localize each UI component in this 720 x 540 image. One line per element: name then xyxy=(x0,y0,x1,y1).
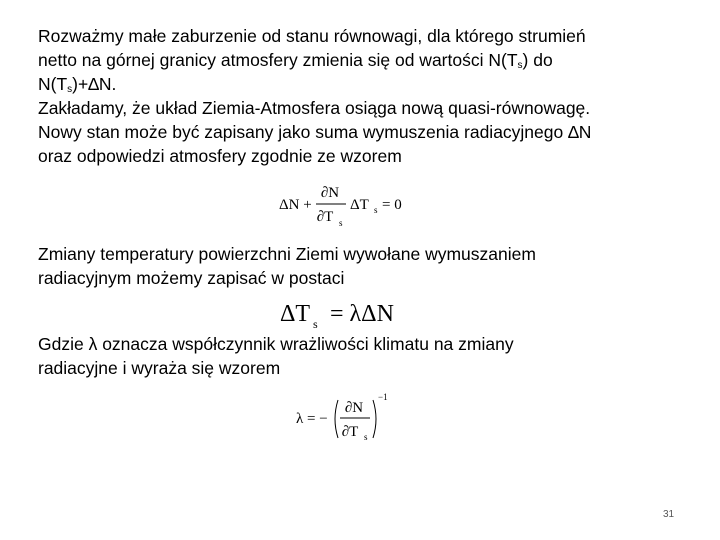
text-line: Gdzie λ oznacza współczynnik wrażliwości klimatu na zmiany xyxy=(38,334,514,354)
equation-sensitivity xyxy=(294,392,404,446)
equation-rhs: = 0 xyxy=(382,197,402,213)
equation-rhs: = λΔN xyxy=(330,301,394,327)
text-line xyxy=(38,48,688,72)
text-fragment: )+∆N. xyxy=(72,74,117,94)
equation-balance xyxy=(276,180,426,232)
fraction-denominator: ∂T xyxy=(316,209,334,225)
equation-temperature-change xyxy=(278,295,428,335)
subscript: s xyxy=(339,218,343,228)
equation-lhs: λ = − xyxy=(296,411,328,427)
subscript: s xyxy=(313,317,318,331)
subscript: s xyxy=(374,205,378,215)
text-line: Nowy stan może być zapisany jako suma wymuszenia radiacyjnego ∆N xyxy=(38,122,592,142)
text-line xyxy=(38,72,688,96)
sensitivity-paragraph xyxy=(38,332,688,380)
equation-term: ΔN + xyxy=(279,197,312,213)
subscript: s xyxy=(67,84,73,95)
subscript: s xyxy=(517,60,523,71)
text-fragment: N(T xyxy=(38,74,68,94)
text-line: Zakładamy, że układ Ziemia-Atmosfera osiąga nową quasi-równowagę. xyxy=(38,98,591,118)
right-paren xyxy=(373,400,376,438)
equation-lhs: ΔT xyxy=(280,301,311,327)
text-line: Rozważmy małe zaburzenie od stanu równowagi, dla którego strumień xyxy=(38,26,586,46)
text-fragment: ) do xyxy=(522,50,553,70)
equation-term: ΔT xyxy=(350,197,369,213)
text-line: radiacyjnym możemy zapisać w postaci xyxy=(38,268,345,288)
intro-paragraph xyxy=(38,24,688,168)
fraction-numerator: ∂N xyxy=(344,400,364,416)
page-number: 31 xyxy=(663,509,675,520)
text-fragment: netto na górnej granicy atmosfery zmienia się od wartości N(T xyxy=(38,50,518,70)
text-line: radiacyjne i wyraża się wzorem xyxy=(38,358,281,378)
temperature-paragraph xyxy=(38,242,688,290)
text-line: oraz odpowiedzi atmosfery zgodnie ze wzorem xyxy=(38,146,402,166)
left-paren xyxy=(335,400,338,438)
subscript: s xyxy=(364,432,368,442)
text-line: Zmiany temperatury powierzchni Ziemi wywołane wymuszaniem xyxy=(38,244,536,264)
fraction-numerator: ∂N xyxy=(320,185,340,201)
exponent: −1 xyxy=(378,392,388,402)
fraction-denominator: ∂T xyxy=(341,424,359,440)
